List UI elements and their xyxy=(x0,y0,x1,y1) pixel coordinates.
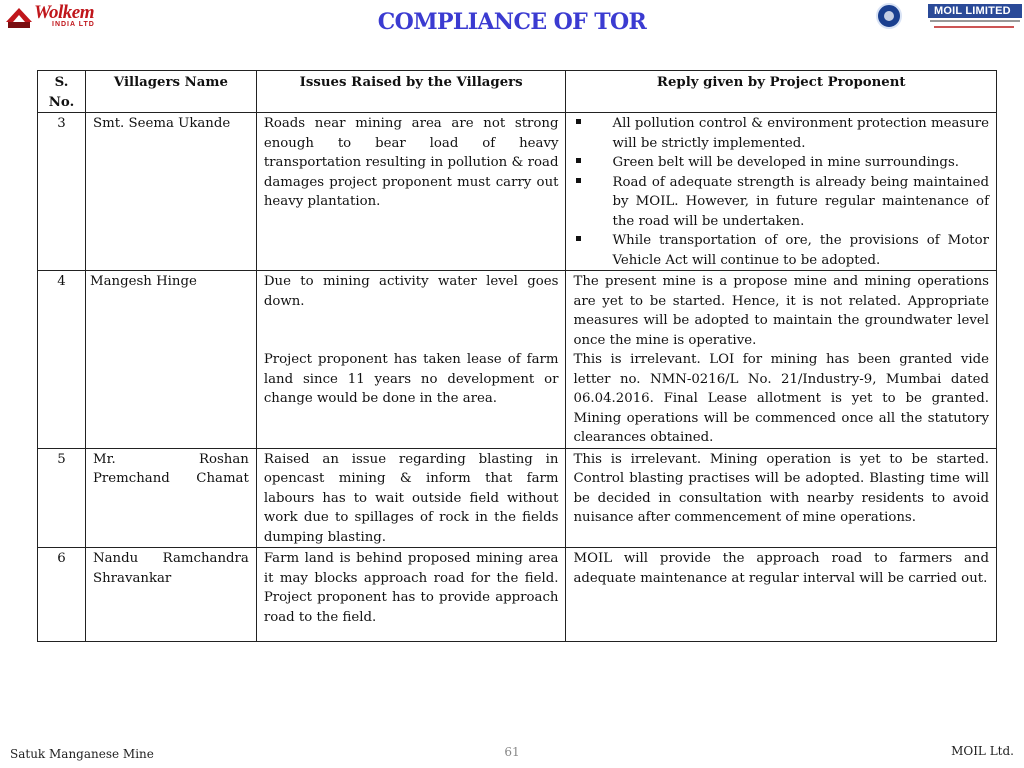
page-number: 61 xyxy=(504,745,520,759)
list-item: Green belt will be developed in mine surroundings. xyxy=(573,153,989,173)
header-issues: Issues Raised by the Villagers xyxy=(256,71,566,113)
wolkem-brand-text: Wolkem xyxy=(34,2,94,23)
wolkem-sub-text: INDIA LTD xyxy=(52,21,95,28)
issue-text: Project proponent has taken lease of farm land since 11 years no development or change would be done in the area. xyxy=(263,352,559,406)
reply-text: This is irrelevant. LOI for mining has been granted vide letter no. NMN-0216/L No. 21/Industry-9, Mumbai dated 06.04.2016. Final Lease allotment is yet to be granted. Mining operations will be commenced once all the statutory clearances obtained. xyxy=(573,352,989,445)
cell-reply xyxy=(566,271,997,449)
table-row xyxy=(38,448,997,548)
reply-text: The present mine is a propose mine and mining operations are yet to be started. Hence, it is not related. Appropriate measures will be adopted to maintain the groundwater level once the mine is operative. xyxy=(573,274,989,348)
table-row xyxy=(38,271,997,449)
header-villagers-name: Villagers Name xyxy=(85,71,256,113)
issue-text: Roads near mining area are not strong enough to bear load of heavy transportation resulting in pollution & road damages project proponent must carry out heavy plantation. xyxy=(263,116,559,209)
moil-emblem-icon xyxy=(876,3,902,29)
list-item: While transportation of ore, the provisions of Motor Vehicle Act will continue to be adopted. xyxy=(573,231,989,270)
header-sno: S. No. xyxy=(38,71,86,113)
footer-mine-name: Satuk Manganese Mine xyxy=(10,747,154,761)
issue-text: Farm land is behind proposed mining area it may blocks approach road for the field. Project proponent has to provide approach road to the field. xyxy=(263,551,559,625)
cell-villager-name: Nandu Ramchandra Shravankar xyxy=(85,548,256,642)
table-row xyxy=(38,113,997,271)
cell-sno: 4 xyxy=(38,271,86,449)
cell-issue xyxy=(256,448,566,548)
cell-sno: 5 xyxy=(38,448,86,548)
issue-text: Due to mining activity water level goes down. xyxy=(263,274,559,309)
footer-company: MOIL Ltd. xyxy=(951,744,1014,758)
list-item: All pollution control & environment protection measure will be strictly implemented. xyxy=(573,114,989,153)
table-row xyxy=(38,548,997,642)
cell-issue xyxy=(256,548,566,642)
cell-reply xyxy=(566,113,997,271)
issue-text: Raised an issue regarding blasting in opencast mining & inform that farm labours has to wait outside field without work due to spillages of rock in the fields dumping blasting. xyxy=(263,451,559,545)
cell-villager-name: Mangesh Hinge xyxy=(85,271,256,449)
table-header-row xyxy=(38,71,997,113)
page-title: COMPLIANCE OF TOR xyxy=(377,9,647,35)
list-item: Road of adequate strength is already being maintained by MOIL. However, in future regular maintenance of the road will be undertaken. xyxy=(573,173,989,232)
reply-text: This is irrelevant. Mining operation is yet to be started. Control blasting practises will be adopted. Blasting time will be decided in consultation with nearby residents to avoid nuisance after commencement of mine operations. xyxy=(573,451,989,525)
reply-bullet-list xyxy=(573,114,989,270)
compliance-table xyxy=(37,70,997,642)
moil-brand-text: MOIL LIMITED xyxy=(934,5,1011,17)
cell-sno: 6 xyxy=(38,548,86,642)
cell-reply xyxy=(566,548,997,642)
moil-tagline-line-2 xyxy=(934,26,1014,28)
moil-tagline-line xyxy=(930,20,1020,22)
cell-reply xyxy=(566,448,997,548)
moil-logo xyxy=(874,2,1022,34)
cell-issue xyxy=(256,113,566,271)
reply-text: MOIL will provide the approach road to farmers and adequate maintenance at regular interval will be carried out. xyxy=(573,551,989,586)
cell-villager-name: Smt. Seema Ukande xyxy=(85,113,256,271)
cell-sno: 3 xyxy=(38,113,86,271)
cell-issue xyxy=(256,271,566,449)
header-reply: Reply given by Project Proponent xyxy=(566,71,997,113)
cell-villager-name xyxy=(85,448,256,548)
villager-name-text: Mr. Roshan Premchand Chamat xyxy=(92,451,249,486)
